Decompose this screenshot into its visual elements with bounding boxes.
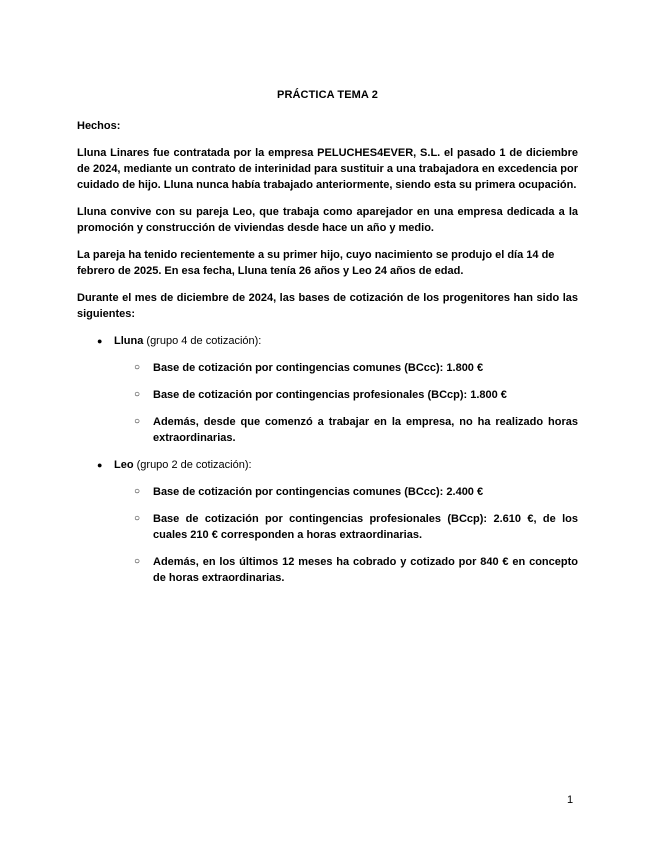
- list-item: [114, 484, 578, 500]
- page-number: 1: [567, 794, 574, 806]
- list-item-text: Además, en los últimos 12 meses ha cobrado y cotizado por 840 € en concepto de horas extraordinarias.: [153, 556, 578, 584]
- circle-bullet-icon: ○: [134, 362, 141, 373]
- circle-bullet-icon: ○: [134, 486, 141, 497]
- list-item: [114, 554, 578, 586]
- list-item: [114, 414, 578, 446]
- bullet-icon: ●: [97, 336, 103, 346]
- person-group: (grupo 4 de cotización):: [143, 335, 262, 347]
- person-line: [114, 333, 578, 349]
- paragraph-bases-intro: Durante el mes de diciembre de 2024, las bases de cotización de los progenitores han sido las siguientes:: [77, 292, 578, 320]
- leo-bases-list: [114, 484, 578, 586]
- list-item-text: Base de cotización por contingencias comunes (BCcc): 2.400 €: [153, 486, 484, 498]
- paragraph-contract: Lluna Linares fue contratada por la empresa PELUCHES4EVER, S.L. el pasado 1 de diciembre de 2024, mediante un contrato de interinidad para sustituir a una trabajadora en excedencia por cuidado de hijo. Lluna nunca había trabajado anteriormente, siendo esta su primera ocupación.: [77, 147, 578, 191]
- circle-bullet-icon: ○: [134, 513, 141, 524]
- list-item-lluna: [77, 333, 578, 446]
- circle-bullet-icon: ○: [134, 556, 141, 567]
- list-item: [114, 387, 578, 403]
- list-item-text: Además, desde que comenzó a trabajar en la empresa, no ha realizado horas extraordinarias.: [153, 416, 578, 444]
- paragraph-partner: Lluna convive con su pareja Leo, que trabaja como aparejador en una empresa dedicada a la promoción y construcción de viviendas desde hace un año y medio.: [77, 206, 578, 234]
- person-name: Lluna: [114, 335, 144, 347]
- list-item-text: Base de cotización por contingencias comunes (BCcc): 1.800 €: [153, 362, 484, 374]
- document-body: [77, 118, 578, 597]
- bullet-icon: ●: [97, 460, 103, 470]
- list-item: [114, 511, 578, 543]
- document-title: PRÁCTICA TEMA 2: [277, 89, 378, 101]
- paragraph-birth: La pareja ha tenido recientemente a su primer hijo, cuyo nacimiento se produjo el día 14 de febrero de 2025. En esa fecha, Lluna tenía 26 años y Leo 24 años de edad.: [77, 249, 555, 277]
- parents-list: [77, 333, 578, 586]
- list-item: [114, 360, 578, 376]
- circle-bullet-icon: ○: [134, 389, 141, 400]
- list-item-leo: [77, 457, 578, 586]
- circle-bullet-icon: ○: [134, 416, 141, 427]
- list-item-text: Base de cotización por contingencias profesionales (BCcp): 1.800 €: [153, 389, 507, 401]
- person-name: Leo: [114, 459, 134, 471]
- facts-heading: Hechos:: [77, 120, 121, 132]
- person-group: (grupo 2 de cotización):: [133, 459, 252, 471]
- person-line: [114, 457, 578, 473]
- list-item-text: Base de cotización por contingencias profesionales (BCcp): 2.610 €, de los cuales 210 € corresponden a horas extraordinarias.: [153, 513, 578, 541]
- lluna-bases-list: [114, 360, 578, 446]
